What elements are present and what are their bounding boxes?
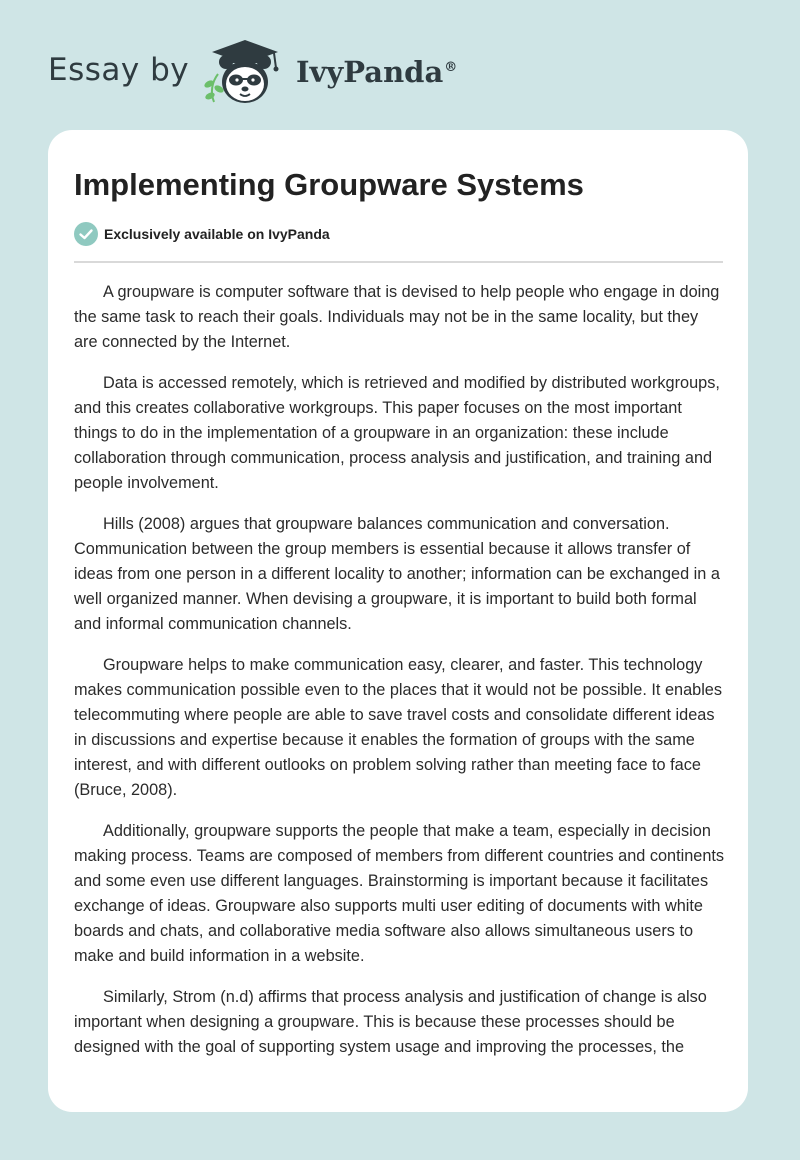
paragraph: Similarly, Strom (n.d) affirms that process analysis and justification of change is also important when designing a groupware. This is because these processes should be designed with the goal of supporting system usage and improving the processes, the <box>74 988 707 1056</box>
essay-by-label: Essay by <box>48 52 190 88</box>
paragraph: Hills (2008) argues that groupware balances communication and conversation. Communication between the group members is essential because it allows transfer of ideas from one person in a different locality to another; information can be exchanged in a well organized manner. When devising a groupware, it is important to build both formal and informal communication channels. <box>74 515 720 633</box>
paragraph: Data is accessed remotely, which is retrieved and modified by distributed workgroups, and this creates collaborative workgroups. This paper focuses on the most important things to do in the implementation of a groupware in an organization: these include collaboration through communication, process analysis and justification, and training and people involvement. <box>74 374 720 492</box>
check-circle-icon <box>74 222 98 246</box>
page-title: Implementing Groupware Systems <box>74 167 584 202</box>
exclusive-badge-label: Exclusively available on IvyPanda <box>104 226 330 242</box>
brand-name: IvyPanda® <box>296 55 458 89</box>
paragraph: Additionally, groupware supports the people that make a team, especially in decision making process. Teams are composed of members from different countries and continents and some even use different languages. Brainstorming is important because it facilitates exchange of ideas. Groupware also supports multi user editing of documents with white boards and chats, and collaborative media software also allows simultaneous users to make and build information in a website. <box>74 822 725 965</box>
essay-card <box>48 130 748 1112</box>
panda-graduate-icon <box>200 34 292 110</box>
essay-body <box>74 280 726 1076</box>
site-header <box>0 0 800 130</box>
title-divider <box>74 261 723 263</box>
paragraph: A groupware is computer software that is devised to help people who engage in doing the same task to reach their goals. Individuals may not be in the same locality, but they are connected by the Internet. <box>74 283 720 351</box>
registered-mark: ® <box>444 60 458 75</box>
paragraph: Groupware helps to make communication easy, clearer, and faster. This technology makes communication possible even to the places that it would not be possible. It enables telecommuting where people are able to save travel costs and consolidate different ideas in discussions and expertise because it enables the formation of groups with the same interest, and with different outlooks on problem solving rather than meeting face to face (Bruce, 2008). <box>74 656 723 799</box>
exclusive-badge <box>74 222 330 246</box>
